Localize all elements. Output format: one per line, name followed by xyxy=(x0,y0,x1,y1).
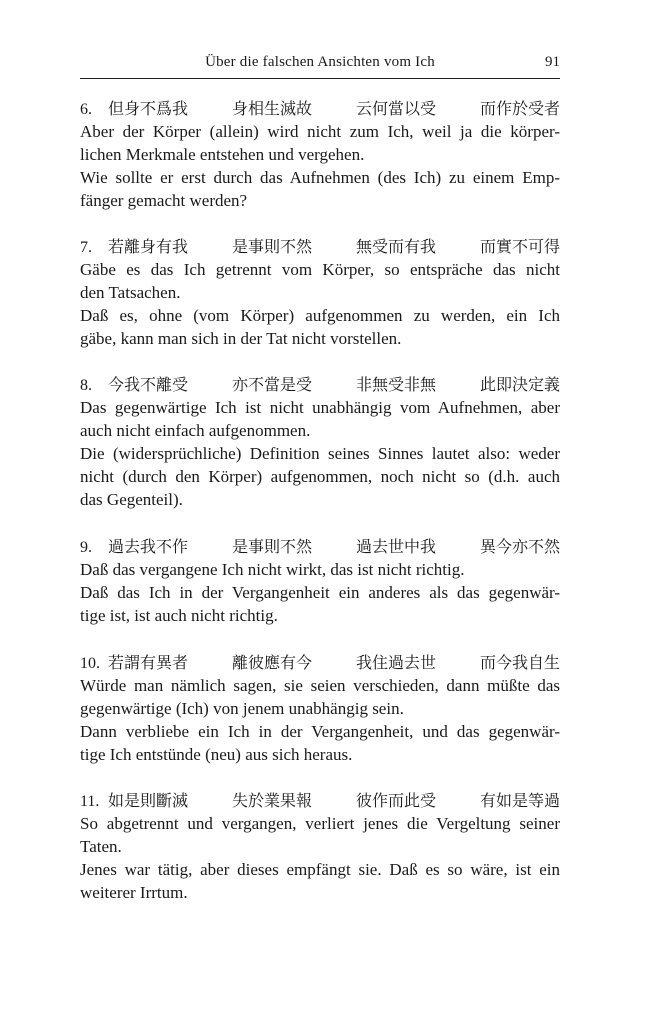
chinese-phrase: 異今亦不然 xyxy=(479,537,560,556)
translation-line: gäbe, kann man sich in der Tat nicht vorstellen. xyxy=(80,329,402,348)
translation-line: auch nicht einfach aufgenommen. xyxy=(80,421,311,440)
translation-line: Daß das Ich in der Vergangenheit ein anderes als das gegenwär- xyxy=(80,583,560,602)
verse-number: 9. xyxy=(80,539,92,556)
verse-number: 7. xyxy=(80,239,92,256)
chinese-phrase: 而今我自生 xyxy=(479,653,560,672)
verse-9 xyxy=(80,536,560,627)
translation-line: So abgetrennt und vergangen, verliert jenes die Vergeltung seiner xyxy=(80,814,560,833)
translation-line: Gäbe es das Ich getrennt vom Körper, so entspräche das nicht xyxy=(80,260,560,279)
chinese-phrase: 而作於受者 xyxy=(479,99,560,118)
translation-line: Würde man nämlich sagen, sie seien verschieden, dann müßte das xyxy=(80,676,560,695)
translation-line: gegenwärtige (Ich) von jenem unabhängig sein. xyxy=(80,699,404,718)
verse-number: 11. xyxy=(80,793,100,810)
translation-line: Aber der Körper (allein) wird nicht zum Ich, weil ja die körper- xyxy=(80,122,560,141)
translation-line: Das gegenwärtige Ich ist nicht unabhängig vom Aufnehmen, aber xyxy=(80,398,560,417)
translation-line: lichen Merkmale entstehen und vergehen. xyxy=(80,145,365,164)
chinese-phrase: 我住過去世 xyxy=(355,653,436,672)
translation-line: Die (widersprüchliche) Definition seines Sinnes lautet also: weder xyxy=(80,444,560,463)
translation-line: tige ist, ist auch nicht richtig. xyxy=(80,606,278,625)
verse-number: 8. xyxy=(80,377,92,394)
chinese-phrase: 但身不爲我 xyxy=(108,99,189,118)
verse-6 xyxy=(80,98,560,212)
chinese-phrase: 有如是等過 xyxy=(479,791,560,810)
running-header xyxy=(80,52,560,79)
chinese-phrase: 而實不可得 xyxy=(479,237,560,256)
chinese-line xyxy=(80,790,560,812)
chinese-line xyxy=(80,98,560,120)
verse-number: 6. xyxy=(80,101,92,118)
translation-line: tige Ich entstünde (neu) aus sich heraus. xyxy=(80,745,353,764)
chinese-line xyxy=(80,652,560,674)
translation-line: Daß das vergangene Ich nicht wirkt, das ist nicht richtig. xyxy=(80,560,465,579)
chinese-phrase: 今我不離受 xyxy=(108,375,189,394)
translation-line: das Gegenteil). xyxy=(80,490,183,509)
verse-8 xyxy=(80,374,560,511)
chinese-phrase: 過去我不作 xyxy=(108,537,189,556)
chinese-phrase: 如是則斷滅 xyxy=(108,791,189,810)
chinese-line xyxy=(80,374,560,396)
chinese-phrase: 亦不當是受 xyxy=(231,375,312,394)
translation-line: Dann verbliebe ein Ich in der Vergangenheit, und das gegenwär- xyxy=(80,722,560,741)
translation-line: weiterer Irrtum. xyxy=(80,883,188,902)
translation-line: Daß es, ohne (vom Körper) aufgenommen zu werden, ein Ich xyxy=(80,306,560,325)
chinese-phrase: 是事則不然 xyxy=(231,237,312,256)
verse-10 xyxy=(80,652,560,766)
chinese-phrase: 云何當以受 xyxy=(355,99,436,118)
translation-line: Jenes war tätig, aber dieses empfängt sie. Daß es so wäre, ist ein xyxy=(80,860,560,879)
chinese-phrase: 此即決定義 xyxy=(479,375,560,394)
chinese-phrase: 過去世中我 xyxy=(355,537,436,556)
chinese-phrase: 非無受非無 xyxy=(355,375,436,394)
chinese-line xyxy=(80,236,560,258)
chinese-phrase: 離彼應有今 xyxy=(231,653,312,672)
translation-line: Taten. xyxy=(80,837,122,856)
verse-7 xyxy=(80,236,560,350)
chinese-phrase: 若離身有我 xyxy=(108,237,189,256)
translation-line: nicht (durch den Körper) aufgenommen, noch nicht so (d.h. auch xyxy=(80,467,560,486)
chinese-phrase: 無受而有我 xyxy=(355,237,436,256)
chinese-line xyxy=(80,536,560,558)
chinese-phrase: 身相生滅故 xyxy=(231,99,312,118)
running-title: Über die falschen Ansichten vom Ich xyxy=(205,54,435,70)
chinese-phrase: 彼作而此受 xyxy=(355,791,436,810)
chinese-phrase: 是事則不然 xyxy=(231,537,312,556)
verse-11 xyxy=(80,790,560,904)
translation-line: fänger gemacht werden? xyxy=(80,191,248,210)
verse-number: 10. xyxy=(80,655,100,672)
translation-line: den Tatsachen. xyxy=(80,283,181,302)
chinese-phrase: 若謂有異者 xyxy=(108,653,189,672)
chinese-phrase: 失於業果報 xyxy=(231,791,312,810)
page-number: 91 xyxy=(545,54,560,70)
translation-line: Wie sollte er erst durch das Aufnehmen (des Ich) zu einem Emp- xyxy=(80,168,560,187)
